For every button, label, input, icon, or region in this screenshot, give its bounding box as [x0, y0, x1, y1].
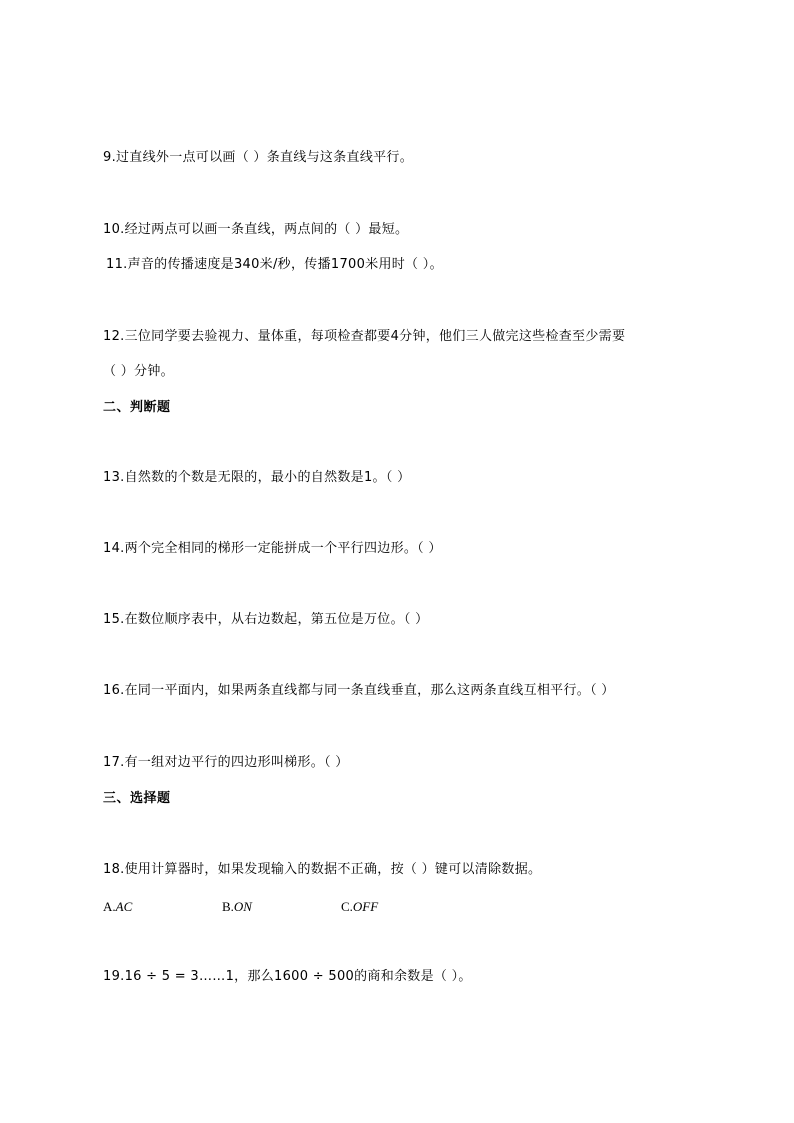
- question-18: 18.使用计算器时，如果发现输入的数据不正确，按（ ）键可以清除数据。: [103, 862, 542, 877]
- question-12-line-1: 12.三位同学要去验视力、量体重，每项检查都要4分钟，他们三人做完这些检查至少需要: [103, 329, 626, 344]
- option-b-value: ON: [233, 899, 252, 914]
- section-heading-choice: 三、选择题: [103, 791, 171, 806]
- question-14: 14.两个完全相同的梯形一定能拼成一个平行四边形。（ ）: [103, 541, 442, 556]
- option-c: [341, 898, 378, 916]
- question-19: 19.16 ÷ 5 = 3……1，那么1600 ÷ 500的商和余数是（ ）。: [103, 969, 472, 984]
- question-17: 17.有一组对边平行的四边形叫梯形。（ ）: [103, 755, 349, 770]
- option-b-prefix: B.: [222, 899, 234, 914]
- option-c-prefix: C.: [341, 899, 353, 914]
- question-15: 15.在数位顺序表中，从右边数起，第五位是万位。（ ）: [103, 612, 429, 627]
- question-13: 13.自然数的个数是无限的，最小的自然数是1。（ ）: [103, 470, 411, 485]
- question-12-line-2: （ ）分钟。: [103, 364, 174, 379]
- option-b: [222, 898, 252, 916]
- section-heading-judge: 二、判断题: [103, 400, 171, 415]
- option-c-value: OFF: [352, 899, 379, 914]
- option-a: [103, 898, 132, 916]
- option-a-prefix: A.: [103, 899, 116, 914]
- question-11: 11.声音的传播速度是340米/秒，传播1700米用时（ ）。: [106, 257, 443, 272]
- option-a-value: AC: [115, 899, 133, 914]
- question-10: 10.经过两点可以画一条直线，两点间的（ ）最短。: [103, 222, 409, 237]
- question-16: 16.在同一平面内，如果两条直线都与同一条直线垂直，那么这两条直线互相平行。（ ）: [103, 683, 615, 698]
- question-9: 9.过直线外一点可以画（ ）条直线与这条直线平行。: [103, 150, 414, 165]
